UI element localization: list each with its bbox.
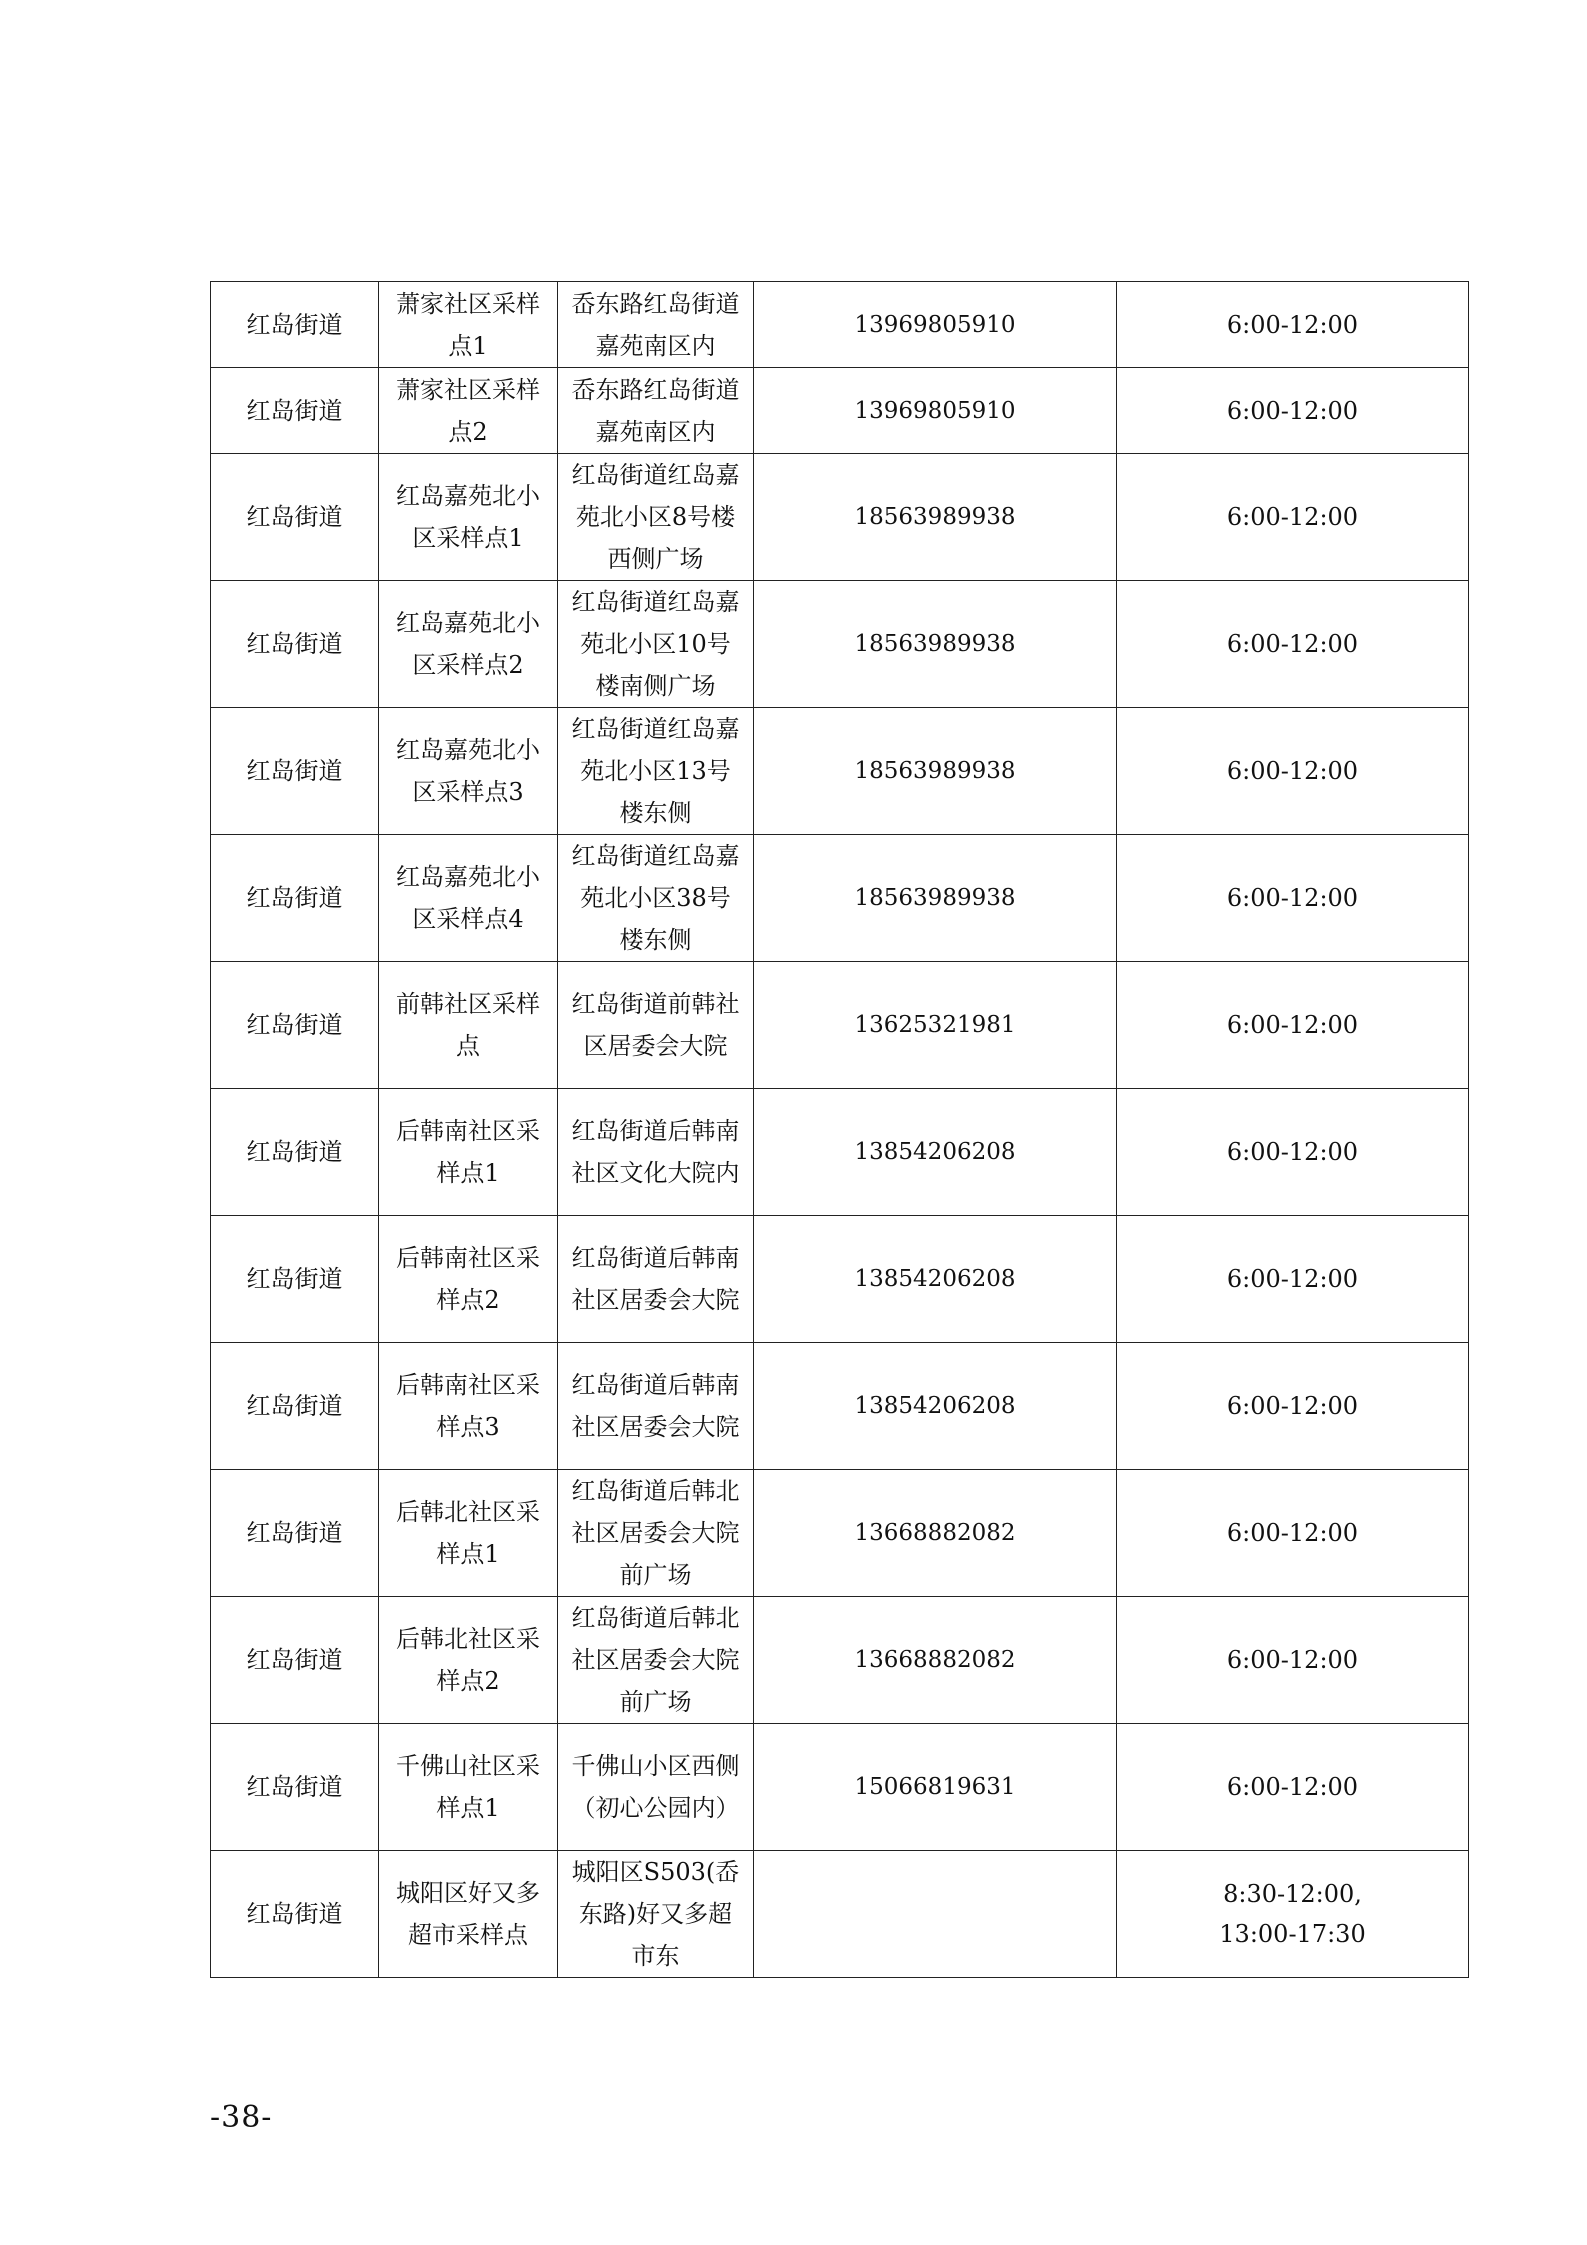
phone-cell: 13854206208 xyxy=(754,1216,1117,1343)
address-cell: 岙东路红岛街道嘉苑南区内 xyxy=(558,282,754,368)
hours-cell: 6:00-12:00 xyxy=(1117,454,1469,581)
site-cell: 红岛嘉苑北小区采样点2 xyxy=(379,581,558,708)
table-row xyxy=(211,454,1469,581)
hours-cell: 6:00-12:00 xyxy=(1117,1470,1469,1597)
table-row xyxy=(211,282,1469,368)
hours-cell: 6:00-12:00 xyxy=(1117,1724,1469,1851)
address-cell: 红岛街道红岛嘉苑北小区13号楼东侧 xyxy=(558,708,754,835)
phone-cell: 13625321981 xyxy=(754,962,1117,1089)
site-cell: 后韩北社区采样点1 xyxy=(379,1470,558,1597)
address-cell: 红岛街道后韩南社区居委会大院 xyxy=(558,1343,754,1470)
phone-cell: 13668882082 xyxy=(754,1597,1117,1724)
hours-cell: 6:00-12:00 xyxy=(1117,962,1469,1089)
address-cell: 红岛街道红岛嘉苑北小区8号楼西侧广场 xyxy=(558,454,754,581)
address-cell: 岙东路红岛街道嘉苑南区内 xyxy=(558,368,754,454)
table-body xyxy=(211,282,1469,1978)
street-cell: 红岛街道 xyxy=(211,454,379,581)
address-cell: 红岛街道后韩北社区居委会大院前广场 xyxy=(558,1597,754,1724)
sampling-sites-table xyxy=(210,281,1469,1978)
address-cell: 红岛街道红岛嘉苑北小区10号楼南侧广场 xyxy=(558,581,754,708)
hours-cell: 6:00-12:00 xyxy=(1117,282,1469,368)
street-cell: 红岛街道 xyxy=(211,1089,379,1216)
phone-cell: 13969805910 xyxy=(754,368,1117,454)
phone-cell: 18563989938 xyxy=(754,835,1117,962)
table-row xyxy=(211,708,1469,835)
site-cell: 萧家社区采样点1 xyxy=(379,282,558,368)
page-number: -38- xyxy=(210,2100,273,2135)
table-row xyxy=(211,1216,1469,1343)
site-cell: 红岛嘉苑北小区采样点3 xyxy=(379,708,558,835)
site-cell: 城阳区好又多超市采样点 xyxy=(379,1851,558,1978)
hours-cell: 8:30-12:00, 13:00-17:30 xyxy=(1117,1851,1469,1978)
street-cell: 红岛街道 xyxy=(211,1470,379,1597)
phone-cell: 18563989938 xyxy=(754,581,1117,708)
site-cell: 后韩南社区采样点2 xyxy=(379,1216,558,1343)
table-row xyxy=(211,368,1469,454)
address-cell: 红岛街道后韩南社区文化大院内 xyxy=(558,1089,754,1216)
hours-cell: 6:00-12:00 xyxy=(1117,835,1469,962)
address-cell: 红岛街道后韩北社区居委会大院前广场 xyxy=(558,1470,754,1597)
table-row xyxy=(211,1470,1469,1597)
address-cell: 红岛街道后韩南社区居委会大院 xyxy=(558,1216,754,1343)
phone-cell: 18563989938 xyxy=(754,454,1117,581)
table-row xyxy=(211,1343,1469,1470)
phone-cell xyxy=(754,1851,1117,1978)
address-cell: 红岛街道红岛嘉苑北小区38号楼东侧 xyxy=(558,835,754,962)
table-row xyxy=(211,1851,1469,1978)
hours-cell: 6:00-12:00 xyxy=(1117,708,1469,835)
phone-cell: 18563989938 xyxy=(754,708,1117,835)
street-cell: 红岛街道 xyxy=(211,835,379,962)
street-cell: 红岛街道 xyxy=(211,1851,379,1978)
table-row xyxy=(211,1724,1469,1851)
street-cell: 红岛街道 xyxy=(211,282,379,368)
address-cell: 千佛山小区西侧（初心公园内） xyxy=(558,1724,754,1851)
phone-cell: 15066819631 xyxy=(754,1724,1117,1851)
site-cell: 后韩南社区采样点1 xyxy=(379,1089,558,1216)
hours-cell: 6:00-12:00 xyxy=(1117,581,1469,708)
site-cell: 萧家社区采样点2 xyxy=(379,368,558,454)
address-cell: 城阳区S503(岙东路)好又多超市东 xyxy=(558,1851,754,1978)
table-row xyxy=(211,1597,1469,1724)
phone-cell: 13854206208 xyxy=(754,1343,1117,1470)
phone-cell: 13668882082 xyxy=(754,1470,1117,1597)
hours-cell: 6:00-12:00 xyxy=(1117,1597,1469,1724)
phone-cell: 13969805910 xyxy=(754,282,1117,368)
address-cell: 红岛街道前韩社区居委会大院 xyxy=(558,962,754,1089)
hours-cell: 6:00-12:00 xyxy=(1117,1216,1469,1343)
site-cell: 红岛嘉苑北小区采样点1 xyxy=(379,454,558,581)
street-cell: 红岛街道 xyxy=(211,368,379,454)
site-cell: 前韩社区采样点 xyxy=(379,962,558,1089)
table-row xyxy=(211,1089,1469,1216)
street-cell: 红岛街道 xyxy=(211,962,379,1089)
phone-cell: 13854206208 xyxy=(754,1089,1117,1216)
street-cell: 红岛街道 xyxy=(211,1724,379,1851)
hours-cell: 6:00-12:00 xyxy=(1117,368,1469,454)
street-cell: 红岛街道 xyxy=(211,581,379,708)
street-cell: 红岛街道 xyxy=(211,708,379,835)
hours-cell: 6:00-12:00 xyxy=(1117,1343,1469,1470)
site-cell: 后韩北社区采样点2 xyxy=(379,1597,558,1724)
hours-cell: 6:00-12:00 xyxy=(1117,1089,1469,1216)
street-cell: 红岛街道 xyxy=(211,1343,379,1470)
site-cell: 千佛山社区采样点1 xyxy=(379,1724,558,1851)
table-row xyxy=(211,581,1469,708)
table-row xyxy=(211,962,1469,1089)
site-cell: 后韩南社区采样点3 xyxy=(379,1343,558,1470)
table-row xyxy=(211,835,1469,962)
street-cell: 红岛街道 xyxy=(211,1597,379,1724)
site-cell: 红岛嘉苑北小区采样点4 xyxy=(379,835,558,962)
street-cell: 红岛街道 xyxy=(211,1216,379,1343)
